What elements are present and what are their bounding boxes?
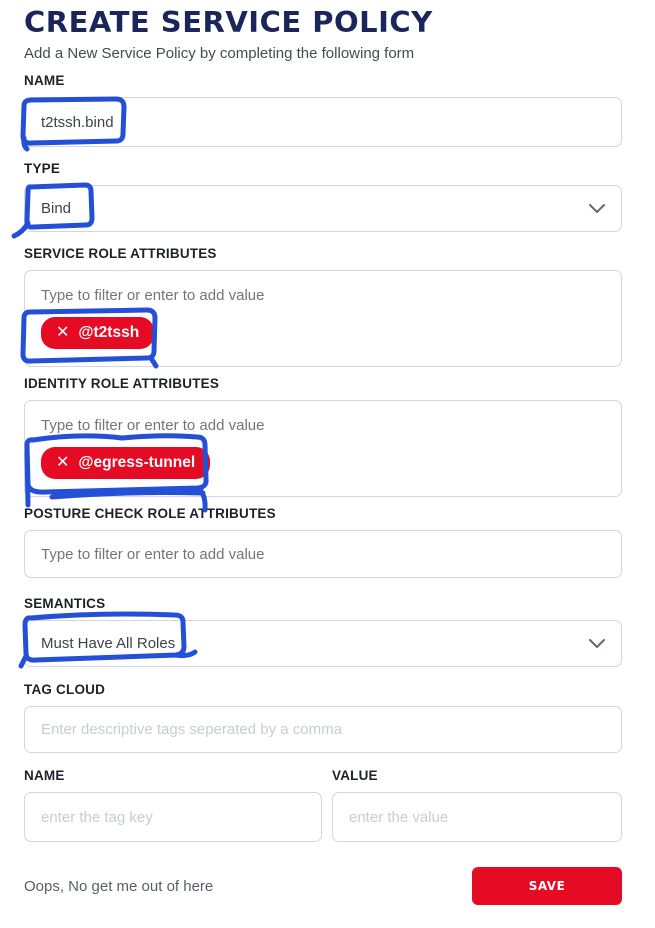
type-select[interactable] (24, 185, 622, 232)
clipped-heading (24, 0, 622, 4)
save-button[interactable]: SAVE (472, 867, 622, 905)
semantics-group (24, 596, 622, 667)
tag-key-value-group (24, 768, 622, 842)
tag-label: @t2tssh (78, 324, 140, 341)
remove-tag-icon[interactable]: ✕ (56, 454, 70, 471)
chevron-down-icon (589, 639, 605, 649)
tag-name-label: NAME (24, 768, 65, 783)
semantics-select[interactable] (24, 620, 622, 667)
name-label: NAME (24, 73, 65, 88)
type-group (24, 161, 622, 232)
identity-roles-box[interactable] (24, 400, 622, 497)
tag-value-input[interactable] (332, 792, 622, 842)
posture-roles-label: POSTURE CHECK ROLE ATTRIBUTES (24, 506, 276, 521)
identity-role-tag[interactable] (41, 447, 210, 479)
type-label: TYPE (24, 161, 61, 176)
tag-value-label: VALUE (332, 768, 378, 783)
posture-roles-group (24, 506, 622, 578)
page-title: CREATE SERVICE POLICY (24, 6, 433, 39)
tag-cloud-group (24, 682, 622, 753)
type-selected-value: Bind (41, 200, 72, 217)
semantics-selected-value: Must Have All Roles (41, 635, 176, 652)
name-input[interactable] (24, 97, 622, 147)
service-roles-input[interactable] (41, 284, 605, 306)
service-roles-label: SERVICE ROLE ATTRIBUTES (24, 246, 217, 261)
chevron-down-icon (589, 204, 605, 214)
name-group (24, 73, 622, 147)
posture-roles-input[interactable] (41, 543, 605, 565)
identity-roles-label: IDENTITY ROLE ATTRIBUTES (24, 376, 220, 391)
service-roles-box[interactable] (24, 270, 622, 367)
form-footer (24, 867, 622, 905)
posture-roles-box[interactable] (24, 530, 622, 578)
tag-label: @egress-tunnel (78, 454, 196, 471)
identity-roles-group (24, 376, 622, 497)
cancel-link[interactable]: Oops, No get me out of here (24, 877, 214, 895)
remove-tag-icon[interactable]: ✕ (56, 324, 70, 341)
service-roles-group (24, 246, 622, 367)
tag-cloud-label: TAG CLOUD (24, 682, 106, 697)
identity-roles-input[interactable] (41, 414, 605, 436)
semantics-label: SEMANTICS (24, 596, 106, 611)
service-role-tag[interactable] (41, 317, 154, 349)
page-subtitle: Add a New Service Policy by completing the following form (24, 45, 415, 62)
tag-key-input[interactable] (24, 792, 322, 842)
tag-cloud-input[interactable] (24, 706, 622, 753)
